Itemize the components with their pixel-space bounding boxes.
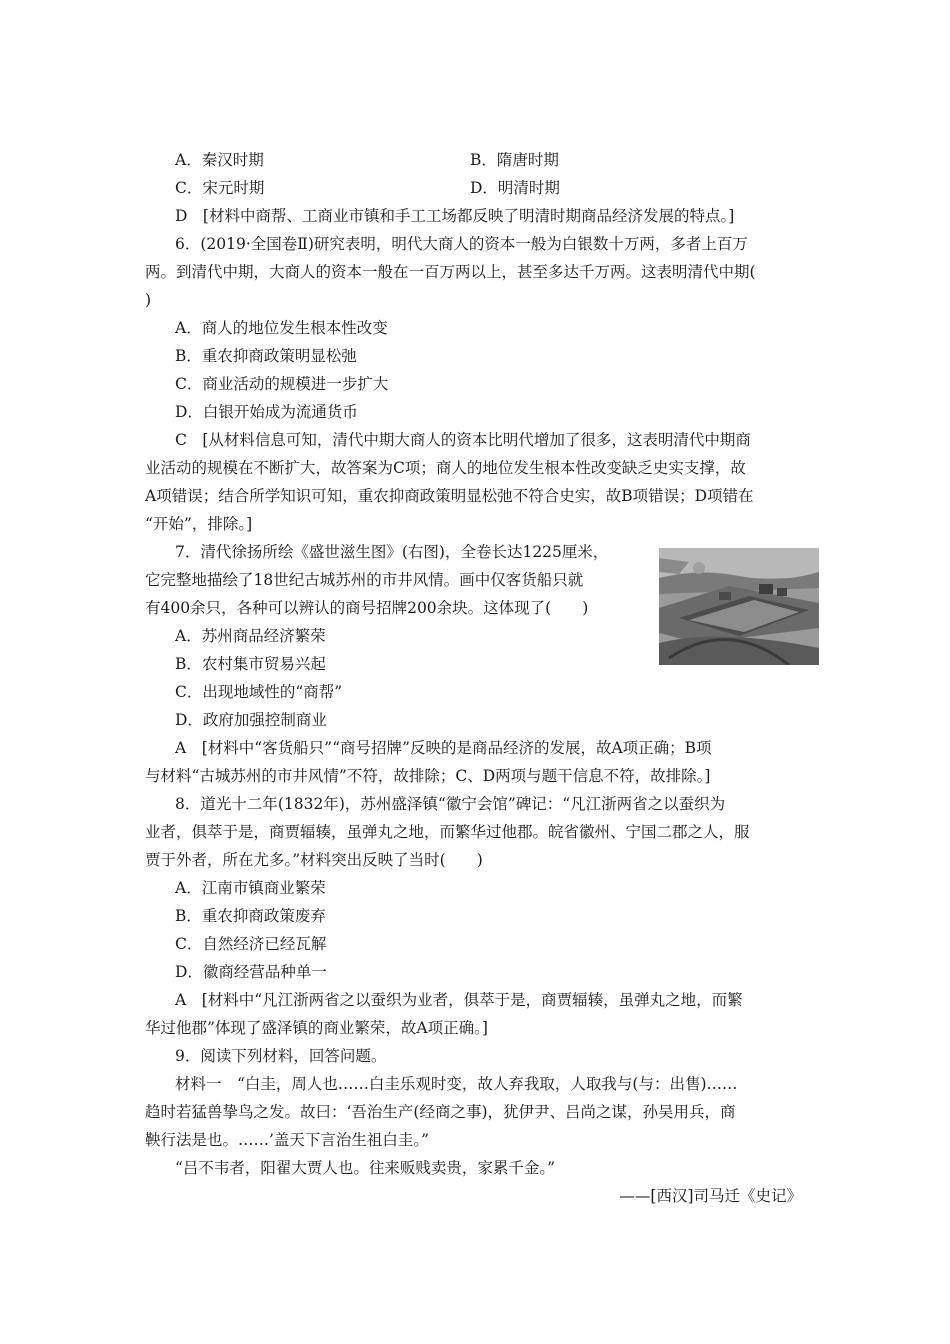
q5-option-a: A．秦汉时期: [175, 151, 264, 169]
q9-material-line4: “吕不韦者，阳翟大贾人也。往来贩贱卖贵，家累千金。”: [175, 1159, 556, 1177]
q7-option-a: A．苏州商品经济繁荣: [175, 627, 326, 645]
q8-stem-line1: 8．道光十二年(1832年)，苏州盛泽镇“徽宁会馆”碑记：“凡江浙两省之以蚕织为: [175, 795, 726, 813]
q6-option-d: D．白银开始成为流通货币: [175, 403, 358, 421]
q9-material-line1: 材料一 “白圭，周人也……白圭乐观时变，故人弃我取，人取我与(与：出售)……: [175, 1075, 738, 1093]
q6-answer-line1: C [从材料信息可知，清代中期大商人的资本比明代增加了很多，这表明清代中期商: [175, 431, 751, 449]
q5-answer: D [材料中商帮、工商业市镇和手工工场都反映了明清时期商品经济发展的特点。]: [175, 207, 735, 225]
q7-answer-line2: 与材料“古城苏州的市井风情”不符，故排除；C、D两项与题干信息不符，故排除。]: [145, 767, 711, 785]
q6-answer-line3: A项错误；结合所学知识可知，重农抑商政策明显松弛不符合史实，故B项错误；D项错在: [145, 487, 754, 505]
q8-option-c: C．自然经济已经瓦解: [175, 935, 327, 953]
q9-material-line3: 鞅行法是也。……’盖天下言治生祖白圭。”: [145, 1131, 430, 1149]
q8-option-a: A．江南市镇商业繁荣: [175, 879, 326, 897]
q7-stem-line2: 它完整地描绘了18世纪古城苏州的市井风情。画中仅客货船只就: [145, 571, 584, 589]
q7-option-c: C．出现地域性的“商帮”: [175, 683, 343, 701]
q8-option-d: D．徽商经营品种单一: [175, 963, 327, 981]
q6-option-a: A．商人的地位发生根本性改变: [175, 319, 388, 337]
q6-option-b: B．重农抑商政策明显松弛: [175, 347, 357, 365]
q6-answer-line2: 业活动的规模在不断扩大，故答案为C项；商人的地位发生根本性改变缺乏史实支撑，故: [145, 459, 746, 477]
q8-answer-line2: 华过他郡”体现了盛泽镇的商业繁荣，故A项正确。]: [145, 1019, 488, 1037]
q6-stem-line1: 6．(2019·全国卷Ⅱ)研究表明，明代大商人的资本一般为白银数十万两，多者上百万: [175, 235, 748, 253]
q5-option-b: B．隋唐时期: [470, 151, 559, 169]
q5-option-d: D．明清时期: [470, 179, 560, 197]
q6-answer-line4: “开始”，排除。]: [145, 515, 253, 533]
q7-option-d: D．政府加强控制商业: [175, 711, 327, 729]
q7-option-b: B．农村集市贸易兴起: [175, 655, 326, 673]
q7-stem-line1: 7．清代徐扬所绘《盛世滋生图》(右图)，全卷长达1225厘米，: [175, 543, 609, 561]
q8-answer-line1: A [材料中“凡江浙两省之以蚕织为业者，俱萃于是，商贾辐辏，虽弹丸之地，而繁: [175, 991, 743, 1009]
q7-answer-line1: A [材料中“客货船只”“商号招牌”反映的是商品经济的发展，故A项正确；B项: [175, 739, 712, 757]
q7-stem-line3: 有400余只，各种可以辨认的商号招牌200余块。这体现了( ): [145, 599, 589, 617]
q9-source-citation: ——[西汉]司马迁《史记》: [619, 1187, 802, 1205]
q6-stem-line3: ): [145, 291, 152, 309]
q8-option-b: B．重农抑商政策废弃: [175, 907, 326, 925]
q8-stem-line3: 贾于外者，所在尤多。”材料突出反映了当时( ): [145, 851, 483, 869]
q8-stem-line2: 业者，俱萃于是，商贾辐辏，虽弹丸之地，而繁华过他郡。皖省徽州、宁国二郡之人，服: [145, 823, 750, 841]
q6-option-c: C．商业活动的规模进一步扩大: [175, 375, 389, 393]
q9-material-line2: 趋时若猛兽挚鸟之发。故曰：‘吾治生产(经商之事)，犹伊尹、吕尚之谋，孙吴用兵，商: [145, 1103, 736, 1121]
q6-stem-line2: 两。到清代中期，大商人的资本一般在一百万两以上，甚至多达千万两。这表明清代中期(: [145, 263, 756, 281]
q9-stem: 9．阅读下列材料，回答问题。: [175, 1047, 387, 1065]
q5-option-c: C．宋元时期: [175, 179, 265, 197]
